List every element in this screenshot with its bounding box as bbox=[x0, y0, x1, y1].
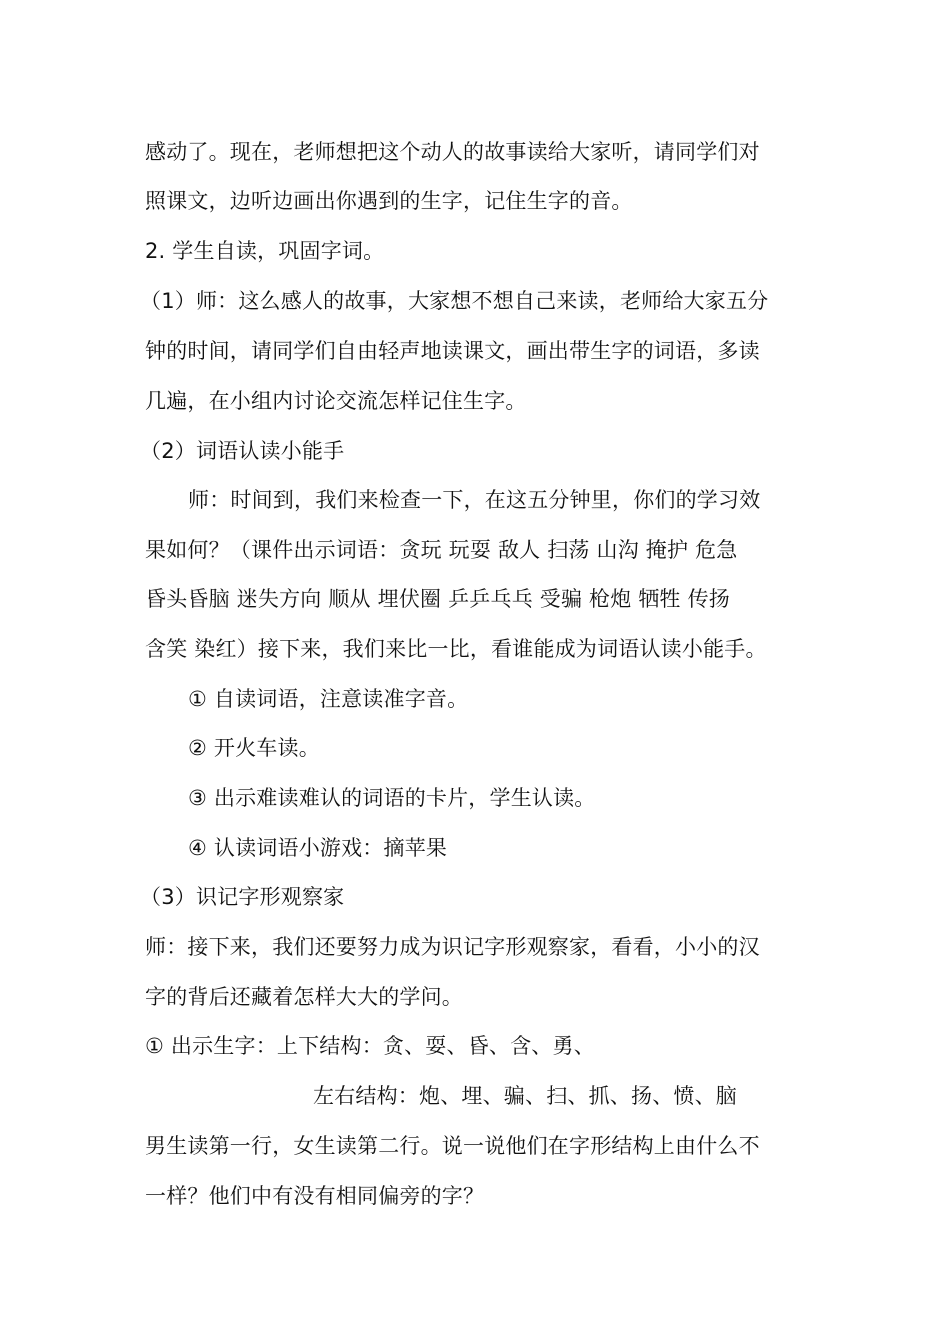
list-item: ③ 出示难读难认的词语的卡片，学生认读。 bbox=[188, 786, 596, 810]
text-line: 左右结构：炮、埋、骗、扫、抓、扬、愤、脑 bbox=[313, 1084, 737, 1108]
text-line: 几遍，在小组内讨论交流怎样记住生字。 bbox=[145, 389, 527, 413]
text-line: 字的背后还藏着怎样大大的学问。 bbox=[145, 985, 463, 1009]
text-line: 钟的时间，请同学们自由轻声地读课文，画出带生字的词语，多读 bbox=[145, 339, 760, 363]
list-item: ① 自读词语，注意读准字音。 bbox=[188, 687, 469, 711]
subsection-heading: （2）词语认读小能手 bbox=[140, 439, 345, 463]
text-line: 师：时间到，我们来检查一下，在这五分钟里，你们的学习效 bbox=[188, 488, 761, 512]
section-heading: 2. 学生自读，巩固字词。 bbox=[145, 239, 385, 263]
text-line: 昏头昏脑 迷失方向 顺从 埋伏圈 乒乒乓乓 受骗 枪炮 牺牲 传扬 bbox=[145, 587, 730, 611]
text-line: 照课文，边听边画出你遇到的生字，记住生字的音。 bbox=[145, 189, 633, 213]
text-line: 师：接下来，我们还要努力成为识记字形观察家，看看，小小的汉 bbox=[145, 935, 760, 959]
text-line: 感动了。现在，老师想把这个动人的故事读给大家听，请同学们对 bbox=[145, 140, 760, 164]
list-item: ④ 认读词语小游戏：摘苹果 bbox=[188, 836, 448, 860]
text-line: 果如何？（课件出示词语：贪玩 玩耍 敌人 扫荡 山沟 掩护 危急 bbox=[145, 538, 738, 562]
text-line: （1）师：这么感人的故事，大家想不想自己来读，老师给大家五分 bbox=[140, 289, 769, 313]
list-item: ② 开火车读。 bbox=[188, 736, 320, 760]
list-item: ① 出示生字：上下结构：贪、耍、昏、含、勇、 bbox=[145, 1034, 595, 1058]
text-line: 含笑 染红）接下来，我们来比一比，看谁能成为词语认读小能手。 bbox=[145, 637, 767, 661]
text-line: 男生读第一行，女生读第二行。说一说他们在字形结构上由什么不 bbox=[145, 1134, 760, 1158]
text-line: 一样？他们中有没有相同偏旁的字？ bbox=[145, 1184, 485, 1208]
subsection-heading: （3）识记字形观察家 bbox=[140, 885, 345, 909]
